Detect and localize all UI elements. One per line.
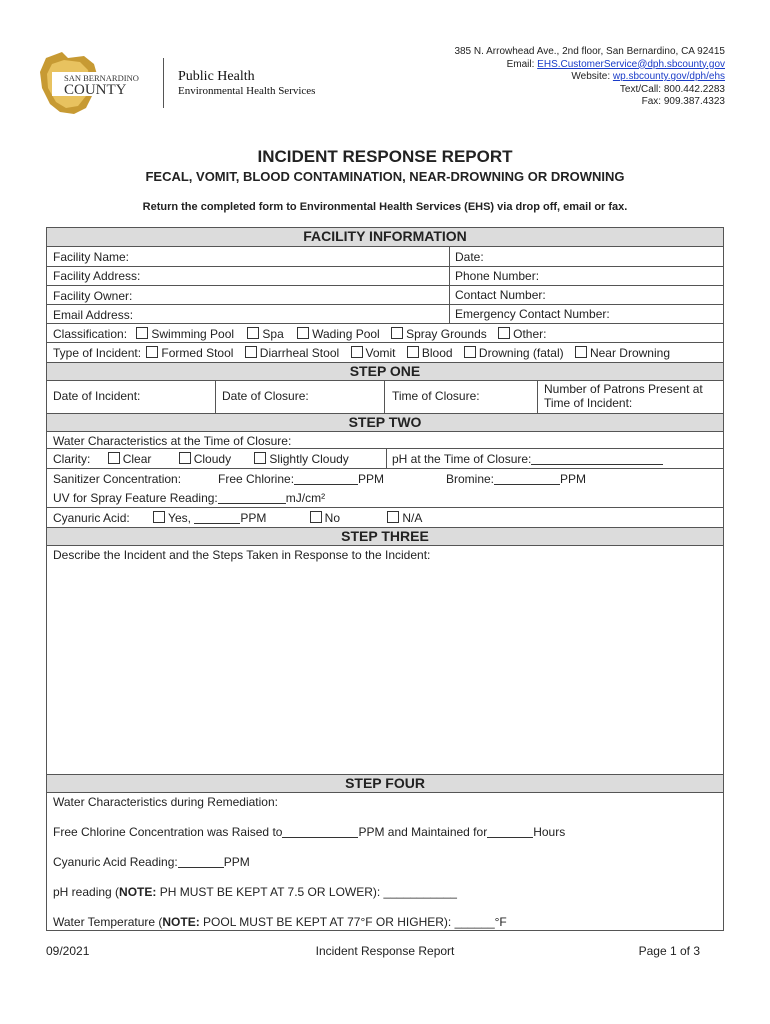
website-label: Website:	[571, 71, 613, 82]
instruction: Return the completed form to Environmental Health Services (EHS) via drop off, email or fax.	[142, 201, 628, 213]
checkbox[interactable]	[245, 346, 257, 358]
dept-title: Public Health	[178, 69, 255, 84]
logo-line2: COUNTY	[64, 82, 127, 98]
option-blood[interactable]: Blood	[407, 346, 453, 360]
option-slightly-cloudy[interactable]: Slightly Cloudy	[254, 452, 348, 466]
clarity-label: Clarity:	[53, 452, 91, 466]
checkbox[interactable]	[310, 511, 322, 523]
incident-form	[46, 227, 724, 931]
facility-heading: FACILITY INFORMATION	[47, 228, 723, 247]
incident-type-row	[53, 346, 670, 360]
uv-field[interactable]: UV for Spray Feature Reading: mJ/cm²	[53, 491, 326, 505]
option-wading-pool[interactable]: Wading Pool	[297, 327, 380, 341]
contact-block	[454, 46, 725, 109]
patrons-field[interactable]: Number of Patrons Present at Time of Incident:	[544, 382, 703, 410]
checkbox[interactable]	[254, 452, 266, 464]
email-address-field[interactable]: Email Address:	[53, 308, 134, 322]
checkbox[interactable]	[391, 327, 403, 339]
checkbox[interactable]	[179, 452, 191, 464]
classification-row	[53, 327, 546, 341]
email-link[interactable]: EHS.CustomerService@dph.sbcounty.gov	[537, 58, 725, 70]
step-two-heading: STEP TWO	[47, 413, 723, 432]
cyanuric-label: Cyanuric Acid:	[53, 511, 130, 525]
facility-name-field[interactable]: Facility Name:	[53, 250, 130, 264]
page-title: INCIDENT RESPONSE REPORT	[257, 147, 513, 166]
checkbox[interactable]	[575, 346, 587, 358]
option-swimming-pool[interactable]: Swimming Pool	[136, 327, 234, 341]
dept-subtitle: Environmental Health Services	[178, 85, 316, 97]
page-subtitle: FECAL, VOMIT, BLOOD CONTAMINATION, NEAR-DROWNING OR DROWNING	[145, 169, 625, 184]
clarity-row	[53, 452, 349, 466]
fc-raised-field[interactable]: Free Chlorine Concentration was Raised to PPM and Maintained for Hours	[53, 825, 566, 839]
facility-owner-field[interactable]: Facility Owner:	[53, 289, 133, 303]
checkbox[interactable]	[387, 511, 399, 523]
facility-address-field[interactable]: Facility Address:	[53, 269, 141, 283]
option-diarrheal-stool[interactable]: Diarrheal Stool	[245, 346, 339, 360]
option-drowning-fatal[interactable]: Drowning (fatal)	[464, 346, 564, 360]
option-na[interactable]: N/A	[387, 511, 422, 525]
checkbox[interactable]	[153, 511, 165, 523]
county-logo	[34, 48, 154, 118]
checkbox[interactable]	[351, 346, 363, 358]
logo-line1: SAN BERNARDINO	[64, 73, 139, 83]
checkbox[interactable]	[247, 327, 259, 339]
date-field[interactable]: Date:	[455, 250, 484, 264]
checkbox[interactable]	[407, 346, 419, 358]
cya-reading-field[interactable]: Cyanuric Acid Reading: PPM	[53, 855, 250, 869]
water-characteristics: Water Characteristics at the Time of Closure:	[53, 434, 292, 448]
fax: Fax: 909.387.4323	[641, 96, 725, 107]
address: 385 N. Arrowhead Ave., 2nd floor, San Bernardino, CA 92415	[454, 46, 725, 57]
email-label: Email:	[506, 58, 538, 70]
sanitizer-label: Sanitizer Concentration:	[53, 472, 182, 486]
checkbox[interactable]	[146, 346, 158, 358]
step-one-heading: STEP ONE	[47, 362, 723, 381]
option-yes[interactable]: Yes, PPM	[153, 511, 266, 525]
footer-title: Incident Response Report	[315, 944, 455, 958]
bromine-field[interactable]: Bromine: PPM	[446, 472, 587, 486]
option-near-drowning[interactable]: Near Drowning	[575, 346, 670, 360]
cyanuric-row	[53, 511, 422, 525]
classification-label: Classification:	[53, 327, 128, 341]
option-clear[interactable]: Clear	[108, 452, 152, 466]
step-four-heading: STEP FOUR	[47, 774, 723, 793]
option-other[interactable]: Other:	[498, 327, 546, 341]
time-of-closure-field[interactable]: Time of Closure:	[392, 389, 480, 403]
option-spray-grounds[interactable]: Spray Grounds	[391, 327, 487, 341]
water-temp-field[interactable]: Water Temperature (NOTE: POOL MUST BE KEPT AT 77°F OR HIGHER): ______°F	[53, 915, 507, 929]
footer-page: Page 1 of 3	[638, 944, 700, 958]
checkbox[interactable]	[498, 327, 510, 339]
remediation-label: Water Characteristics during Remediation:	[53, 795, 278, 809]
date-of-incident-field[interactable]: Date of Incident:	[53, 389, 141, 403]
option-vomit[interactable]: Vomit	[351, 346, 396, 360]
checkbox[interactable]	[297, 327, 309, 339]
website-link[interactable]: wp.sbcounty.gov/dph/ehs	[612, 71, 725, 82]
describe-incident-field[interactable]: Describe the Incident and the Steps Taken in Response to the Incident:	[53, 548, 431, 562]
textcall: Text/Call: 800.442.2283	[619, 83, 725, 95]
option-formed-stool[interactable]: Formed Stool	[146, 346, 233, 360]
emergency-contact-field[interactable]: Emergency Contact Number:	[455, 307, 610, 321]
ph-closure-field[interactable]: pH at the Time of Closure:	[392, 452, 663, 466]
option-no[interactable]: No	[310, 511, 340, 525]
incident-label: Type of Incident:	[53, 346, 142, 360]
option-cloudy[interactable]: Cloudy	[179, 452, 231, 466]
checkbox[interactable]	[108, 452, 120, 464]
phone-field[interactable]: Phone Number:	[455, 269, 540, 283]
date-of-closure-field[interactable]: Date of Closure:	[222, 389, 309, 403]
checkbox[interactable]	[136, 327, 148, 339]
free-chlorine-field[interactable]: Free Chlorine: PPM	[218, 472, 385, 486]
header-divider	[163, 58, 164, 108]
footer-date: 09/2021	[46, 944, 90, 958]
ph-reading-field[interactable]: pH reading (NOTE: PH MUST BE KEPT AT 7.5 OR LOWER): ___________	[53, 885, 457, 899]
contact-number-field[interactable]: Contact Number:	[455, 288, 546, 302]
option-spa[interactable]: Spa	[247, 327, 283, 341]
checkbox[interactable]	[464, 346, 476, 358]
step-three-heading: STEP THREE	[47, 527, 723, 546]
